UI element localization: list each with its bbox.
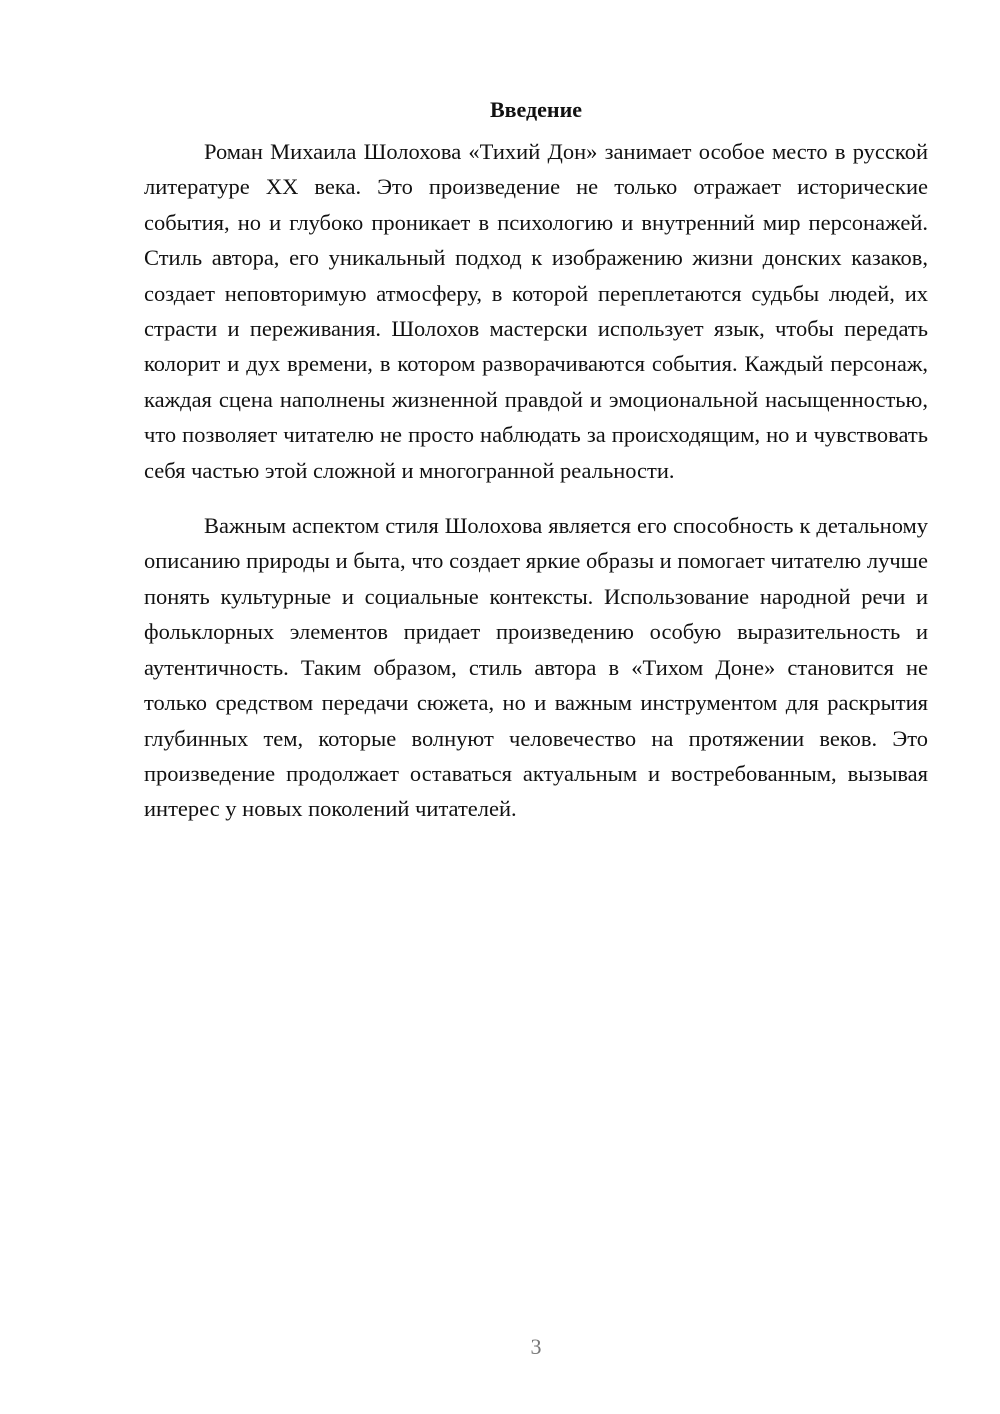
document-page xyxy=(144,96,928,827)
section-heading: Введение xyxy=(489,97,583,122)
page-number: 3 xyxy=(530,1334,542,1359)
paragraph-2: Важным аспектом стиля Шолохова является его способность к детальному описанию природы и быта, что создает яркие образы и помогает читателю лучше понять культурные и социальные контексты. Использование народной речи и фольклорных элементов придает произведению особую выразительность и аутентичность. Таким образом, стиль автора в «Тихом Доне» становится не только средством передачи сюжета, но и важным инструментом для раскрытия глубинных тем, которые волнуют человечество на протяжении веков. Это произведение продолжает оставаться актуальным и востребованным, вызывая интерес у новых поколений читателей. xyxy=(144,513,928,822)
paragraph-1: Роман Михаила Шолохова «Тихий Дон» занимает особое место в русской литературе XX века. Это произведение не только отражает исторические события, но и глубоко проникает в психологию и внутренний мир персонажей. Стиль автора, его уникальный подход к изображению жизни донских казаков, создает неповторимую атмосферу, в которой переплетаются судьбы людей, их страсти и переживания. Шолохов мастерски использует язык, чтобы передать колорит и дух времени, в котором разворачиваются события. Каждый персонаж, каждая сцена наполнены жизненной правдой и эмоциональной насыщенностью, что позволяет читателю не просто наблюдать за происходящим, но и чувствовать себя частью этой сложной и многогранной реальности. xyxy=(144,139,928,483)
